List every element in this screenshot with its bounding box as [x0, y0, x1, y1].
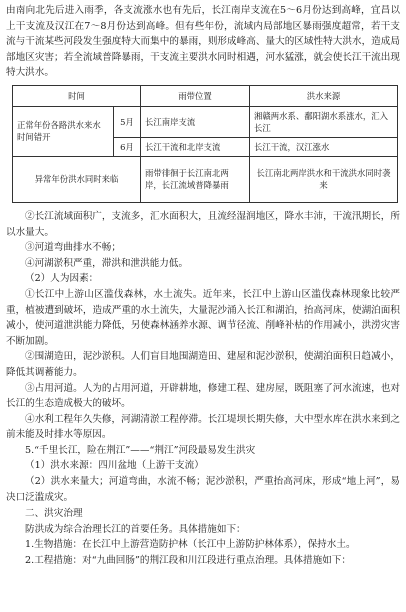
jingjiang-causes: （2）洪水来量大；河道弯曲，水流不畅；泥沙淤积，严重抬高河床，形成“地上河”，易决口泛滥成灾。: [6, 476, 400, 503]
month-cell: 6月: [114, 137, 141, 156]
abnormal-year-label: 异常年份洪水同时来临: [13, 156, 141, 202]
position-cell: 长江南岸支流: [141, 106, 250, 137]
human-factor-deforestation: ①长江中上游山区滥伐森林，水土流失。近年来，长江中上游山区滥伐森林现象比较严重，植被遭到破坏，造成严重的水土流失，大量泥沙涌入长江和湖泊，抬高河床，使湖泊面积减小，使河道泄洪能力降低，另使森林涵养水源、调节径流、削峰补枯的作用减小，洪涝灾害不断加剧。: [6, 288, 400, 347]
cause-drainage-area: ②长江流域面积广，支流多，汇水面积大，且流经湿润地区，降水丰沛，干流汛期长，所以水量大。: [6, 210, 400, 238]
jingjiang-source: （1）洪水来源：四川盆地（上游干支流）: [25, 460, 204, 472]
flood-control-intro: 防洪成为综合治理长江的首要任务。具体措施如下：: [25, 523, 246, 535]
month-cell: 5月: [114, 106, 141, 137]
source-cell: 湘赣两水系、鄱阳湖水系涨水，汇入长江: [250, 106, 398, 137]
table-row: [13, 106, 398, 137]
cause-winding-channel: ③河道弯曲排水不畅；: [25, 242, 121, 254]
intro-paragraph: 由南向北先后进入雨季，各支流涨水也有先后，长江南岸支流在5～6月份达到高峰，宜昌以上干支流及汉江在7～8月份达到高峰。但有些年份，流域内局部地区暴雨强度超常，若干支流与干流某些河段发生强度特大而集中的暴雨，则形成峰高、量大的区域性特大洪水，造成局部地区灾害；若全流域普降暴雨，干支流主要洪水同时相遇，河水猛涨，就会使长江干流出现特大洪水。: [6, 5, 400, 79]
cause-sedimentation: ④河湖淤积严重，滞洪和泄洪能力低。: [25, 257, 189, 269]
header-time: 时间: [13, 85, 141, 106]
measure-biological: 1.生物措施：在长江中上游营造防护林（长江中上游防护林体系），保持水土。: [25, 539, 356, 551]
header-source: 洪水来源: [250, 85, 398, 106]
table-row: [13, 156, 398, 202]
document-page: [0, 3, 406, 612]
human-factors-heading: （2）人为因素：: [25, 273, 99, 285]
normal-year-label: 正常年份各路洪水来水时间错开: [13, 106, 114, 156]
header-position: 雨带位置: [141, 85, 250, 106]
human-factor-river-occupation: ③占用河道。人为的占用河道，开辟耕地，修建工程、建房屋，既阻塞了河水流速，也对长江的生态造成极大的破坏。: [6, 382, 400, 410]
section-heading-flood-control: 二、洪灾治理: [25, 508, 83, 520]
position-cell: 长江干流和北岸支流: [141, 137, 250, 156]
human-factor-disrepair: ④水利工程年久失修，河湖清淤工程停滞。长江堤坝长期失修，大中型水库在洪水来到之前未能及时排水等原因。: [6, 413, 400, 441]
human-factor-reclamation: ②围湖造田，泥沙淤积。人们盲目地围湖造田、建屋和泥沙淤积，使湖泊面积日趋减小，降低其调蓄能力。: [6, 351, 400, 378]
source-cell: 长江干流，汉江涨水: [250, 137, 398, 156]
position-cell: 雨带徘徊于长江南北两岸，长江流域普降暴雨: [141, 156, 250, 202]
measure-engineering: 2.工程措施：对“九曲回肠”的荆江段和川江段进行重点治理。具体措施如下：: [25, 555, 351, 567]
flood-table: [12, 85, 398, 203]
jingjiang-heading: 5.“千里长江，险在荆江”——“荆江”河段最易发生洪灾: [25, 444, 256, 456]
source-cell: 长江南北两岸洪水和干流洪水同时袭来: [250, 156, 398, 202]
table-header-row: [13, 85, 398, 106]
